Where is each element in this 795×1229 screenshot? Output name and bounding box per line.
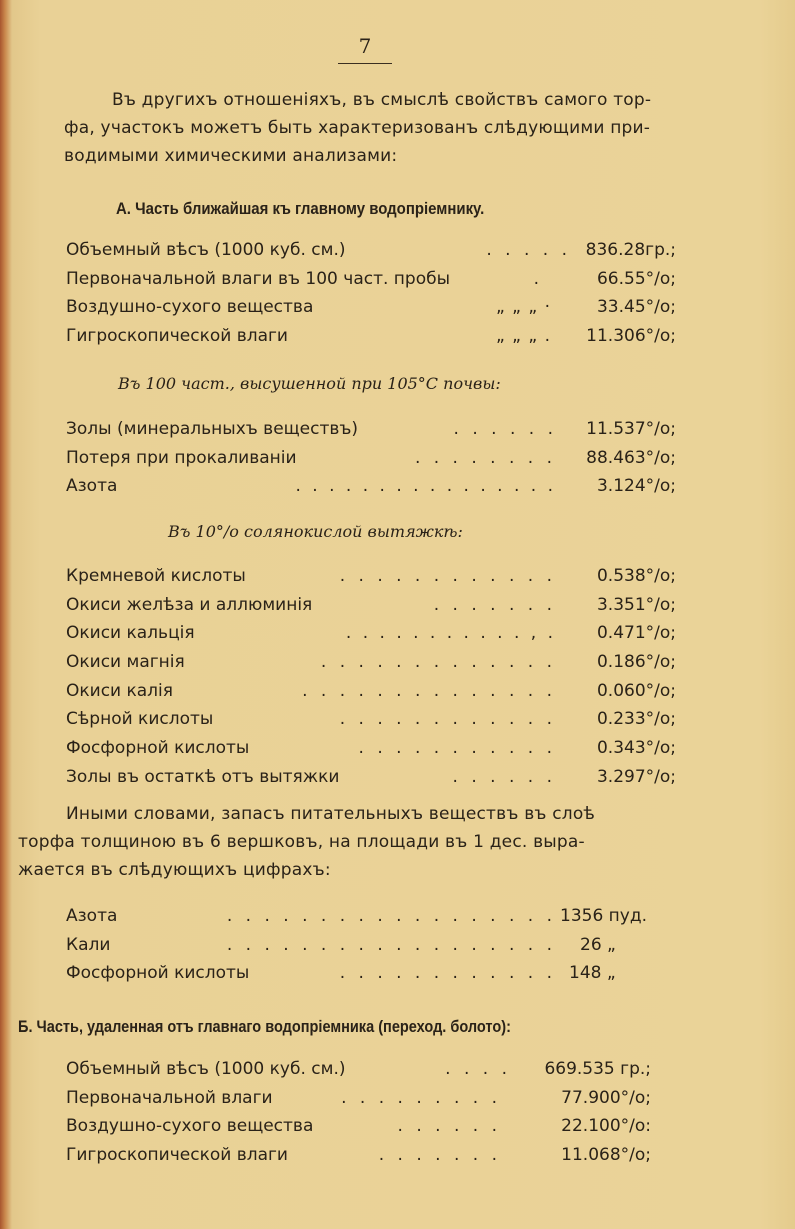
summary-line: Иными словами, запасъ питательныхъ веществъ въ слоѣ [66,804,596,824]
row-value: 836.28гр.; [585,240,676,260]
row-leader: . . . . . . . [433,594,556,615]
section-a-sub1-heading: Въ 100 част., высушенной при 105°С почвы: [118,374,501,393]
row-value: 0.186°/о; [596,652,676,673]
row-label: Фосфорной кислоты [66,738,250,759]
row-leader: . . . . . . . . . [341,1087,501,1108]
row-leader: . . . . . . . . . . . . . . . . . . [226,906,556,926]
row-leader: . . . . . . . . . . . , . [345,623,556,644]
row-value: 3.297°/о; [596,766,676,787]
section-a-heading: А. Часть ближайшая къ главному водопріемнику. [116,199,485,218]
row-value: 0.343°/о; [596,738,676,759]
row-label: Воздушно-сухого вещества [66,297,314,318]
row-leader: . . . . . . . [378,1145,501,1166]
row-label: Потеря при прокаливаніи [66,447,297,468]
row-label: Окиси желѣза и аллюминія [66,594,313,615]
section-b-heading: Б. Часть, удаленная отъ главнаго водопріемника (переход. болото): [18,1017,511,1036]
row-label: Окиси магнія [66,652,185,673]
row-label: Кремневой кислоты [66,566,246,586]
row-label: Объемный вѣсъ (1000 куб. см.) [66,1059,346,1079]
row-value: 0.538°/о; [596,566,676,586]
row-value: 33.45°/о; [596,297,676,318]
row-label: Кали [66,934,111,955]
row-leader: „ „ „ · [495,297,551,318]
row-leader: . . . . . . . . . . . . [339,709,556,730]
row-leader: . . . . . . . . . . . . [339,566,556,586]
intro-line: водимыми химическими анализами: [64,146,398,166]
row-leader: . . . . . . . . . . . . [339,963,556,984]
section-a-sub2-heading: Въ 10°/о солянокислой вытяжкѣ: [168,522,463,541]
row-value: 66.55°/о; [596,268,676,289]
row-value: 669.535 гр.; [544,1059,651,1079]
row-value: 88.463°/о; [586,447,676,468]
row-label: Первоначальной влаги [66,1087,273,1108]
row-label: Гигроскопической влаги [66,326,288,347]
row-value: 148 „ [569,963,616,984]
row-value: 0.060°/о; [596,680,676,701]
row-label: Золы (минеральныхъ веществъ) [66,419,359,439]
row-leader: . [533,268,543,289]
summary-paragraph [18,800,595,884]
intro-line: фа, участокъ можетъ быть характеризованъ слѣдующими при- [64,118,651,138]
row-label: Золы въ остаткѣ отъ вытяжки [66,766,340,787]
row-leader: . . . . . [486,240,571,260]
row-value: 11.306°/о; [586,326,676,347]
row-value: 77.900°/о; [561,1087,651,1108]
row-label: Окиси калія [66,680,173,701]
row-label: Азота [66,906,118,926]
row-leader: . . . . [445,1059,511,1079]
row-value: 3.124°/о; [596,476,676,497]
row-label: Фосфорной кислоты [66,963,250,984]
row-value: 3.351°/о; [596,594,676,615]
row-leader: . . . . . . [452,766,556,787]
row-leader: . . . . . . . . [414,447,556,468]
row-leader: . . . . . . . . . . . . . . . . . . [226,934,556,955]
row-label: Гигроскопической влаги [66,1145,288,1166]
row-leader: „ „ „ . [495,326,551,347]
row-value: 0.471°/о; [596,623,676,644]
row-leader: . . . . . . [397,1116,501,1137]
row-label: Объемный вѣсъ (1000 куб. см.) [66,240,346,260]
row-label: Воздушно-сухого вещества [66,1116,314,1137]
page-number: 7 [358,34,372,58]
row-leader: . . . . . . . . . . . [358,738,556,759]
row-value: 11.537°/о; [586,419,676,439]
row-label: Первоначальной влаги въ 100 част. пробы [66,268,451,289]
row-label: Сѣрной кислоты [66,709,214,730]
page-number-rule [338,63,392,64]
row-label: Азота [66,476,118,497]
intro-line: Въ другихъ отношеніяхъ, въ смыслѣ свойствъ самого тор- [112,90,652,110]
row-leader: . . . . . . . . . . . . . [320,652,556,673]
summary-line: торфа толщиною въ 6 вершковъ, на площади въ 1 дес. выра- [18,832,585,852]
row-leader: . . . . . . . . . . . . . . . . [295,476,556,497]
row-value: 26 „ [580,934,616,955]
row-label: Окиси кальція [66,623,195,644]
row-value: 22.100°/о: [561,1116,651,1137]
row-value: 0.233°/о; [596,709,676,730]
row-value: 11.068°/о; [561,1145,651,1166]
row-leader: . . . . . . [453,419,557,439]
intro-paragraph [64,86,651,170]
row-value: 1356 пуд. [560,906,648,926]
row-leader: . . . . . . . . . . . . . . [302,680,556,701]
summary-line: жается въ слѣдующихъ цифрахъ: [18,860,331,880]
